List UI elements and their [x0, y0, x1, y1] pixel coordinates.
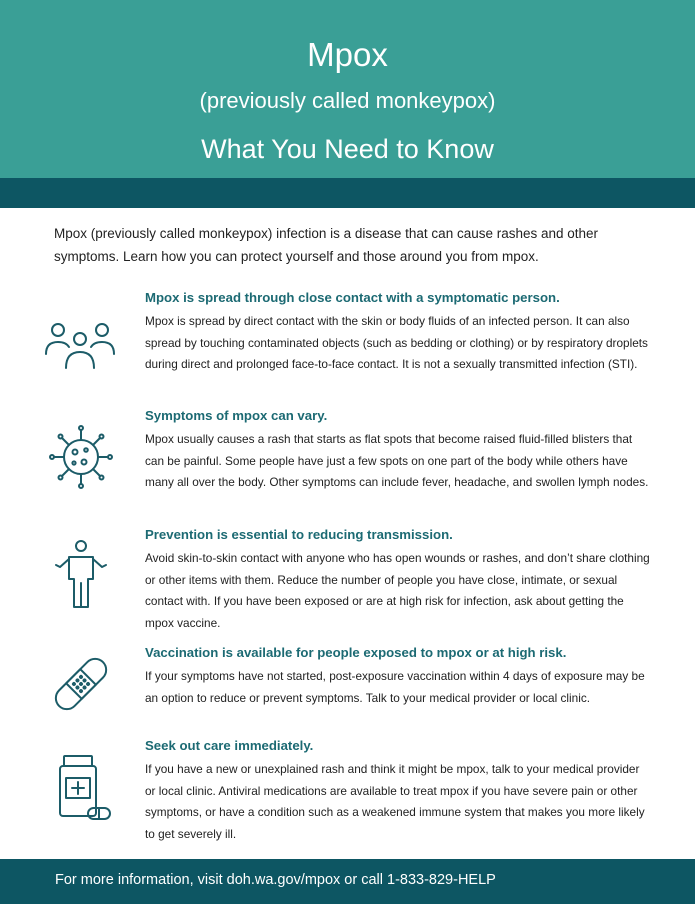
section-body: Avoid skin-to-skin contact with anyone who has open wounds or rashes, and don’t share clothing or other items with them. Reduce the number of people you have close, intimate, or sexual contact with. If you have been exposed or are at high risk for infection, ask about getting the mpox vaccine. — [145, 551, 650, 630]
section-heading: Mpox is spread through close contact with a symptomatic person. — [145, 290, 560, 305]
page-subtitle: (previously called monkeypox) — [199, 88, 496, 113]
section-heading: Prevention is essential to reducing transmission. — [145, 527, 453, 542]
person-distancing-icon — [44, 539, 118, 613]
people-group-icon — [44, 312, 118, 386]
virus-icon — [44, 420, 118, 494]
section-heading: Symptoms of mpox can vary. — [145, 408, 328, 423]
page-title: Mpox — [307, 36, 388, 73]
header-banner — [0, 0, 695, 178]
section-body: If you have a new or unexplained rash and think it might be mpox, talk to your medical provider or local clinic. Antiviral medications are available to treat mpox if you have severe pain or other symptoms, or have a condition such as a weakened immune system that makes you more likely to get severely ill. — [145, 762, 645, 841]
section-body: Mpox usually causes a rash that starts as flat spots that become raised fluid-filled blisters that can be painful. Some people have just a few spots on one part of the body while others have many all over the body. Other symptoms can include fever, headache, and swollen lymph nodes. — [145, 432, 649, 489]
medicine-bottle-icon — [44, 752, 118, 826]
section-body: If your symptoms have not started, post-exposure vaccination within 4 days of exposure may be an option to reduce or prevent symptoms. Talk to your medical provider or local clinic. — [145, 669, 645, 705]
section-heading: Seek out care immediately. — [145, 738, 314, 753]
bandage-icon — [44, 647, 118, 721]
footer-contact-text: For more information, visit doh.wa.gov/mpox or call 1-833-829-HELP — [55, 872, 496, 888]
footer-bar — [0, 859, 695, 904]
header-divider-band — [0, 178, 695, 208]
page-tagline: What You Need to Know — [201, 134, 494, 164]
intro-paragraph: Mpox (previously called monkeypox) infection is a disease that can cause rashes and other symptoms. Learn how you can protect yourself and those around you from mpox. — [54, 226, 599, 264]
section-heading: Vaccination is available for people exposed to mpox or at high risk. — [145, 645, 567, 660]
section-body: Mpox is spread by direct contact with the skin or body fluids of an infected person. It can also spread by touching contaminated objects (such as bedding or clothing) or by respiratory droplets during direct and prolonged face-to-face contact. It is not a sexually transmitted infection (STI). — [145, 314, 648, 371]
